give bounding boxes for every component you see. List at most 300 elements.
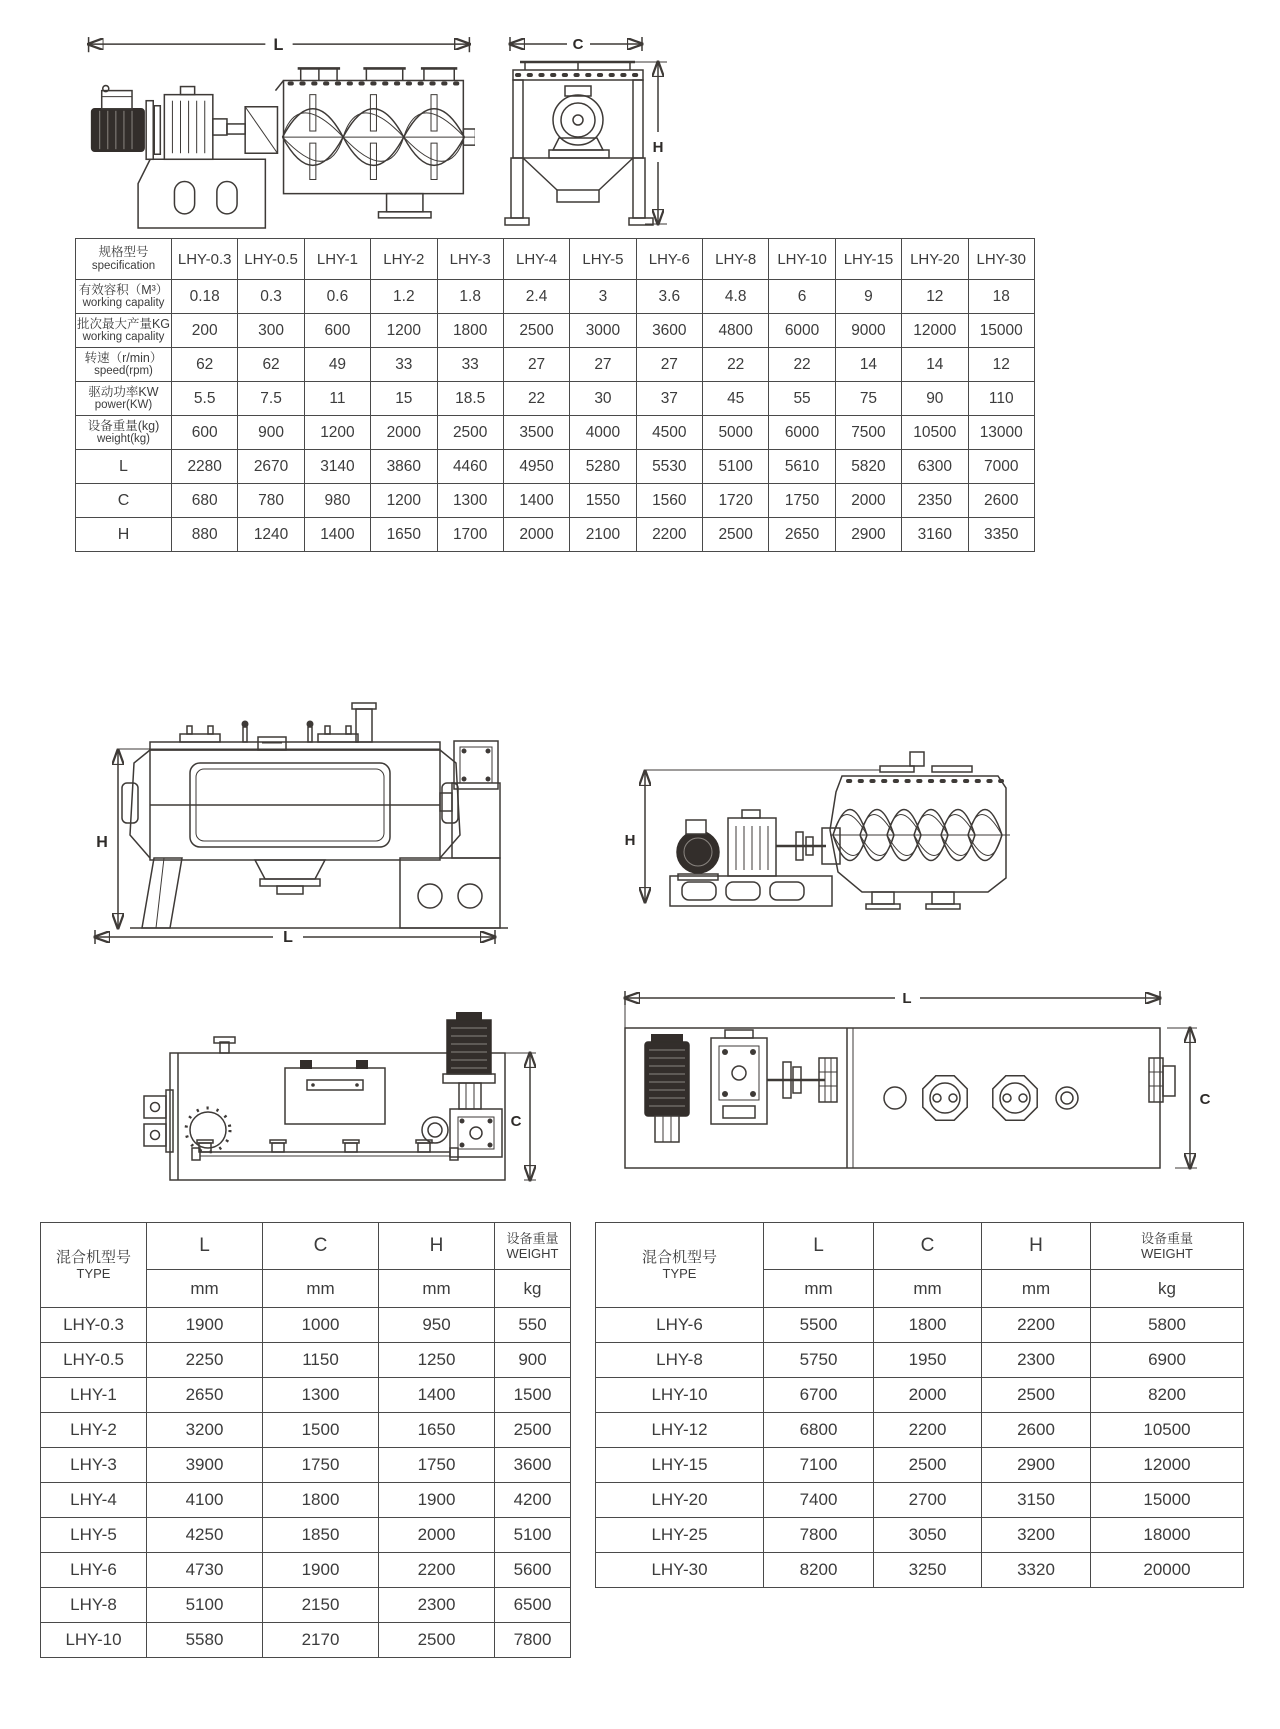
weight-header [495,1223,571,1270]
dim-label-H: H [624,832,636,849]
size-value: 1400 [379,1378,495,1413]
type-cell: LHY-1 [41,1378,147,1413]
spec-value: 90 [902,382,968,416]
size-value: 2900 [982,1448,1091,1483]
dim-label-L: L [283,929,293,945]
model-header: LHY-15 [835,239,901,280]
type-cell: LHY-12 [596,1413,764,1448]
size-value: 2650 [147,1378,263,1413]
size-value: 1500 [495,1378,571,1413]
size-value: 5500 [764,1308,874,1343]
model-header: LHY-1 [304,239,370,280]
dim-label-C: C [572,36,584,53]
spec-value: 2600 [968,484,1035,518]
spec-value: 7500 [835,416,901,450]
size-value: 3250 [874,1553,982,1588]
spec-value: 62 [238,348,304,382]
spec-header-row [76,239,1035,280]
spec-value: 2000 [503,518,569,552]
size-row [41,1378,571,1413]
type-cell: LHY-3 [41,1448,147,1483]
size-value: 3900 [147,1448,263,1483]
spec-value: 14 [835,348,901,382]
spec-value: 3160 [902,518,968,552]
spec-value: 30 [570,382,636,416]
spec-value: 1300 [437,484,503,518]
spec-value: 1240 [238,518,304,552]
size-row [41,1343,571,1378]
size-row [596,1483,1244,1518]
spec-table [75,238,1035,552]
row-label-cn: 驱动功率KW [88,384,159,399]
weight-header-en: WEIGHT [1141,1245,1193,1261]
type-header [41,1223,147,1308]
spec-value: 0.3 [238,280,304,314]
size-value: 2300 [982,1343,1091,1378]
size-value: 2600 [982,1413,1091,1448]
drawing-mixer-front-view [70,645,510,945]
type-cell: LHY-20 [596,1483,764,1518]
size-row [41,1623,571,1658]
spec-value: 12 [968,348,1035,382]
unit-cell: mm [263,1270,379,1308]
size-value: 2150 [263,1588,379,1623]
spec-value: 600 [304,314,370,348]
size-value: 8200 [764,1553,874,1588]
model-header: LHY-5 [570,239,636,280]
type-cell: LHY-30 [596,1553,764,1588]
row-label [76,348,172,382]
size-value: 2700 [874,1483,982,1518]
size-value: 2500 [874,1448,982,1483]
row-label [76,314,172,348]
spec-value: 5280 [570,450,636,484]
size-value: 7100 [764,1448,874,1483]
model-header: LHY-8 [703,239,769,280]
size-row [596,1448,1244,1483]
unit-cell: kg [1091,1270,1244,1308]
unit-cell: mm [982,1270,1091,1308]
spec-value: 2650 [769,518,835,552]
spec-value: 11 [304,382,370,416]
spec-value: 15000 [968,314,1035,348]
size-value: 1500 [263,1413,379,1448]
spec-value: 4500 [636,416,702,450]
spec-value: 37 [636,382,702,416]
spec-value: 18.5 [437,382,503,416]
spec-value: 4.8 [703,280,769,314]
spec-value: 110 [968,382,1035,416]
size-value: 2500 [379,1623,495,1658]
spec-value: 4800 [703,314,769,348]
size-table-right [595,1222,1244,1588]
spec-value: 22 [503,382,569,416]
spec-value: 75 [835,382,901,416]
spec-value: 6000 [769,416,835,450]
size-value: 1900 [263,1553,379,1588]
type-cell: LHY-0.5 [41,1343,147,1378]
model-header: LHY-0.5 [238,239,304,280]
row-label-cn: 有效容积（M³） [78,282,169,297]
size-value: 4100 [147,1483,263,1518]
size-row [596,1413,1244,1448]
size-value: 1900 [147,1308,263,1343]
size-value: 12000 [1091,1448,1244,1483]
spec-value: 1650 [371,518,437,552]
spec-value: 1.2 [371,280,437,314]
type-cell: LHY-6 [41,1553,147,1588]
spec-value: 2500 [703,518,769,552]
drawing-mixer-end-view [495,30,675,230]
size-value: 2170 [263,1623,379,1658]
model-header: LHY-10 [769,239,835,280]
size-value: 15000 [1091,1483,1244,1518]
spec-value: 1200 [304,416,370,450]
size-value: 2000 [874,1378,982,1413]
spec-value: 7.5 [238,382,304,416]
spec-value: 2900 [835,518,901,552]
type-cell: LHY-25 [596,1518,764,1553]
spec-value: 780 [238,484,304,518]
row-label-cn: 转速（r/min） [84,350,163,365]
type-cell: LHY-6 [596,1308,764,1343]
col-header-C: C [263,1223,379,1270]
spec-value: 3000 [570,314,636,348]
unit-cell: mm [147,1270,263,1308]
row-label-en: speed(rpm) [94,365,153,378]
model-header: LHY-20 [902,239,968,280]
row-label: L [76,450,172,484]
size-value: 2000 [379,1518,495,1553]
weight-header-en: WEIGHT [506,1245,559,1261]
spec-row [76,518,1035,552]
spec-value: 2280 [172,450,238,484]
spec-value: 62 [172,348,238,382]
spec-value: 13000 [968,416,1035,450]
col-header-H: H [379,1223,495,1270]
drawing-mixer-top-view-small [120,1000,540,1190]
size-value: 1250 [379,1343,495,1378]
size-value: 2500 [982,1378,1091,1413]
spec-value: 6300 [902,450,968,484]
row-label-en: working capality [82,331,165,344]
spec-value: 900 [238,416,304,450]
size-value: 5600 [495,1553,571,1588]
spec-value: 49 [304,348,370,382]
spec-value: 6 [769,280,835,314]
size-value: 5100 [147,1588,263,1623]
spec-value: 27 [503,348,569,382]
type-cell: LHY-5 [41,1518,147,1553]
row-label: C [76,484,172,518]
size-value: 1750 [263,1448,379,1483]
spec-value: 1200 [371,484,437,518]
spec-value: 5100 [703,450,769,484]
spec-value: 5000 [703,416,769,450]
size-row [41,1308,571,1343]
size-value: 4250 [147,1518,263,1553]
spec-value: 1550 [570,484,636,518]
size-value: 3320 [982,1553,1091,1588]
row-label [76,382,172,416]
spec-value: 33 [437,348,503,382]
size-value: 5580 [147,1623,263,1658]
unit-cell: mm [764,1270,874,1308]
size-value: 6800 [764,1413,874,1448]
size-value: 4730 [147,1553,263,1588]
row-label-cn: 批次最大产量KG [76,316,171,331]
spec-value: 22 [769,348,835,382]
size-row [596,1518,1244,1553]
spec-row [76,382,1035,416]
drawing-mixer-top-view-long [615,980,1215,1185]
weight-header [1091,1223,1244,1270]
spec-value: 0.18 [172,280,238,314]
size-value: 4200 [495,1483,571,1518]
spec-value: 22 [703,348,769,382]
dim-label-L: L [273,36,284,55]
spec-value: 2670 [238,450,304,484]
dim-label-C: C [510,1113,522,1130]
size-value: 1850 [263,1518,379,1553]
spec-value: 600 [172,416,238,450]
spec-value: 33 [371,348,437,382]
size-value: 6700 [764,1378,874,1413]
size-value: 1900 [379,1483,495,1518]
spec-value: 12000 [902,314,968,348]
size-value: 8200 [1091,1378,1244,1413]
size-value: 5750 [764,1343,874,1378]
size-row [41,1448,571,1483]
type-header-en: TYPE [662,1265,697,1281]
size-value: 7400 [764,1483,874,1518]
size-value: 1650 [379,1413,495,1448]
type-cell: LHY-0.3 [41,1308,147,1343]
size-value: 1800 [263,1483,379,1518]
size-value: 1950 [874,1343,982,1378]
model-header: LHY-4 [503,239,569,280]
spec-value: 6000 [769,314,835,348]
spec-value: 5610 [769,450,835,484]
size-row [41,1518,571,1553]
dim-label-H: H [652,139,664,156]
size-table-right-body [596,1308,1244,1588]
spec-value: 0.6 [304,280,370,314]
row-label-en: working capality [82,297,165,310]
size-value: 5800 [1091,1308,1244,1343]
size-row [596,1553,1244,1588]
spec-row [76,348,1035,382]
spec-value: 27 [636,348,702,382]
spec-value: 5820 [835,450,901,484]
spec-value: 4950 [503,450,569,484]
type-cell: LHY-8 [596,1343,764,1378]
size-table-left-body [41,1308,571,1658]
size-value: 1300 [263,1378,379,1413]
model-header: LHY-30 [968,239,1035,280]
size-row [41,1553,571,1588]
spec-value: 300 [238,314,304,348]
spec-value: 3600 [636,314,702,348]
spec-corner-cell [76,239,172,280]
spec-value: 2000 [835,484,901,518]
size-value: 5100 [495,1518,571,1553]
size-value: 1800 [874,1308,982,1343]
size-value: 7800 [764,1518,874,1553]
spec-value: 9 [835,280,901,314]
size-left-header-row [41,1223,571,1270]
spec-value: 2100 [570,518,636,552]
spec-value: 3140 [304,450,370,484]
size-value: 2250 [147,1343,263,1378]
spec-value: 3500 [503,416,569,450]
spec-value: 1400 [503,484,569,518]
weight-header-cn: 设备重量 [1140,1231,1193,1247]
size-value: 2200 [379,1553,495,1588]
size-right-header-row [596,1223,1244,1270]
model-header: LHY-0.3 [172,239,238,280]
spec-table-body [76,280,1035,552]
type-header-cn: 混合机型号 [641,1248,717,1266]
type-header-cn: 混合机型号 [55,1248,131,1266]
spec-value: 1720 [703,484,769,518]
type-cell: LHY-8 [41,1588,147,1623]
spec-value: 200 [172,314,238,348]
size-row [41,1483,571,1518]
drawing-mixer-drive-side-view [610,680,1010,915]
size-value: 1750 [379,1448,495,1483]
size-value: 6900 [1091,1343,1244,1378]
col-header-L: L [147,1223,263,1270]
spec-value: 7000 [968,450,1035,484]
spec-value: 1560 [636,484,702,518]
spec-value: 4000 [570,416,636,450]
col-header-H: H [982,1223,1091,1270]
row-label-en: power(KW) [94,399,153,412]
type-cell: LHY-15 [596,1448,764,1483]
model-header: LHY-2 [371,239,437,280]
spec-value: 1400 [304,518,370,552]
size-value: 7800 [495,1623,571,1658]
spec-value: 5530 [636,450,702,484]
drawing-mixer-side-view [85,30,475,230]
row-label-cn: 设备重量(kg) [87,418,160,433]
col-header-L: L [764,1223,874,1270]
spec-value: 1200 [371,314,437,348]
size-value: 1000 [263,1308,379,1343]
spec-value: 10500 [902,416,968,450]
spec-value: 2500 [437,416,503,450]
size-row [596,1343,1244,1378]
spec-value: 1700 [437,518,503,552]
spec-value: 27 [570,348,636,382]
size-value: 550 [495,1308,571,1343]
dim-label-C: C [1199,1091,1211,1108]
spec-value: 2500 [503,314,569,348]
size-value: 2500 [495,1413,571,1448]
type-header-en: TYPE [76,1265,111,1281]
row-label-en: weight(kg) [96,433,151,446]
unit-cell: kg [495,1270,571,1308]
size-value: 2200 [874,1413,982,1448]
size-value: 2200 [982,1308,1091,1343]
spec-corner-cn: 规格型号 [98,245,149,260]
dim-label-H: H [96,834,108,851]
spec-value: 3350 [968,518,1035,552]
spec-value: 4460 [437,450,503,484]
spec-value: 2200 [636,518,702,552]
size-value: 3200 [147,1413,263,1448]
size-row [596,1308,1244,1343]
row-label [76,416,172,450]
spec-value: 3 [570,280,636,314]
spec-value: 980 [304,484,370,518]
size-value: 6500 [495,1588,571,1623]
model-header: LHY-6 [636,239,702,280]
spec-value: 14 [902,348,968,382]
col-header-C: C [874,1223,982,1270]
type-cell: LHY-10 [41,1623,147,1658]
size-value: 18000 [1091,1518,1244,1553]
dim-label-L: L [902,990,912,1007]
spec-value: 2.4 [503,280,569,314]
size-value: 10500 [1091,1413,1244,1448]
type-cell: LHY-10 [596,1378,764,1413]
size-row [41,1413,571,1448]
spec-value: 3.6 [636,280,702,314]
model-header: LHY-3 [437,239,503,280]
spec-row [76,280,1035,314]
spec-corner-en: specification [91,259,156,272]
spec-value: 15 [371,382,437,416]
type-cell: LHY-2 [41,1413,147,1448]
spec-value: 18 [968,280,1035,314]
type-header [596,1223,764,1308]
spec-value: 55 [769,382,835,416]
spec-value: 1800 [437,314,503,348]
spec-row [76,314,1035,348]
size-row [41,1588,571,1623]
spec-value: 680 [172,484,238,518]
spec-row [76,416,1035,450]
spec-value: 3860 [371,450,437,484]
size-value: 900 [495,1343,571,1378]
size-value: 1150 [263,1343,379,1378]
unit-cell: mm [379,1270,495,1308]
type-cell: LHY-4 [41,1483,147,1518]
size-value: 3200 [982,1518,1091,1553]
spec-value: 5.5 [172,382,238,416]
spec-value: 45 [703,382,769,416]
spec-value: 9000 [835,314,901,348]
spec-value: 2350 [902,484,968,518]
spec-row [76,484,1035,518]
spec-value: 1.8 [437,280,503,314]
size-value: 20000 [1091,1553,1244,1588]
unit-cell: mm [874,1270,982,1308]
size-value: 950 [379,1308,495,1343]
weight-header-cn: 设备重量 [506,1231,559,1247]
size-value: 3600 [495,1448,571,1483]
spec-value: 880 [172,518,238,552]
row-label: H [76,518,172,552]
size-value: 3050 [874,1518,982,1553]
size-row [596,1378,1244,1413]
size-table-left [40,1222,571,1658]
spec-value: 12 [902,280,968,314]
size-value: 3150 [982,1483,1091,1518]
size-value: 2300 [379,1588,495,1623]
